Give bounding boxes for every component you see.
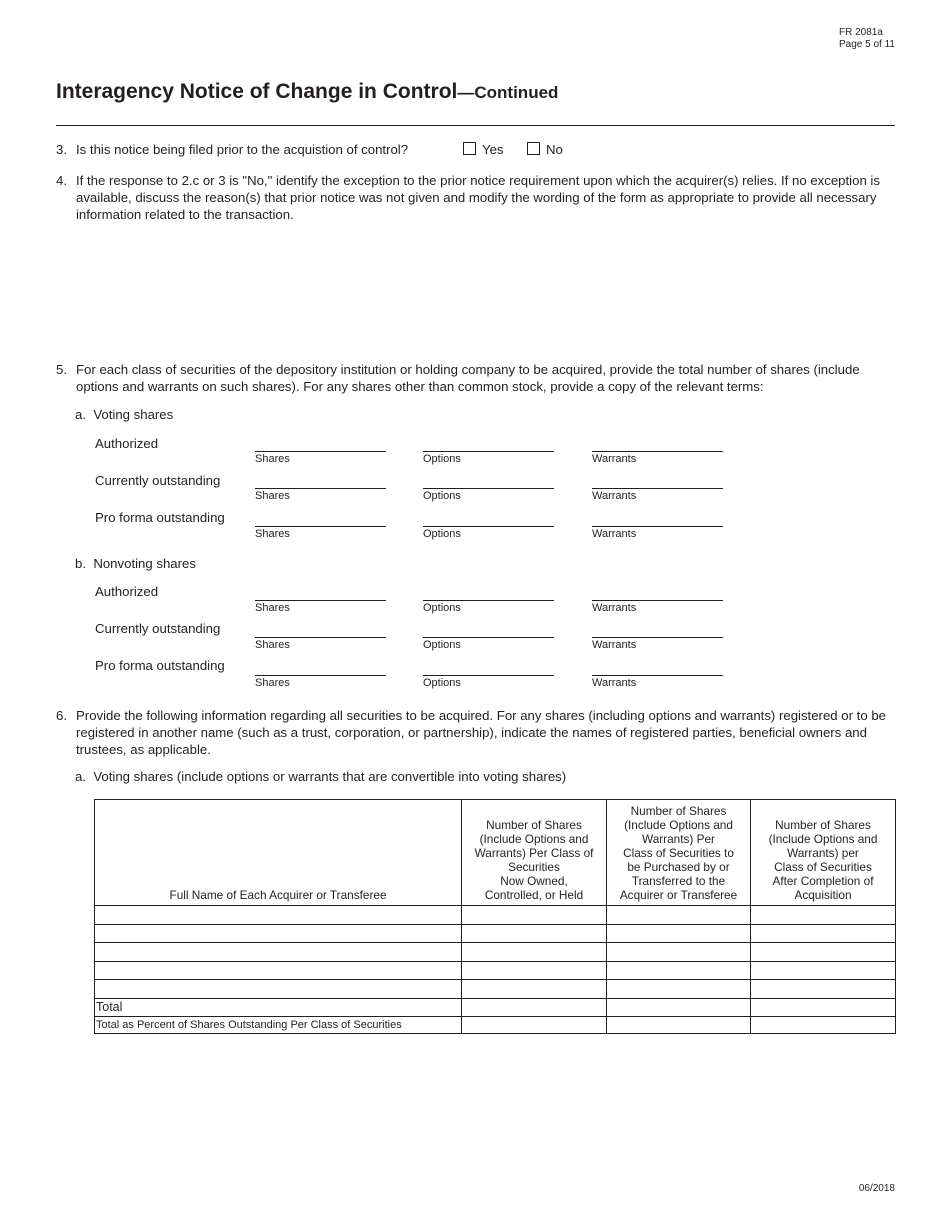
q5a-label: Voting shares: [93, 407, 174, 422]
total-percent-row: [95, 1017, 896, 1034]
table-cell[interactable]: [462, 961, 607, 980]
voting-authorized-warrants-field[interactable]: [592, 451, 723, 452]
table-cell[interactable]: [607, 906, 751, 925]
options-caption: Options: [423, 528, 461, 540]
table-cell[interactable]: [751, 961, 896, 980]
q5b-label: Nonvoting shares: [93, 556, 196, 571]
q6a-letter: a.: [75, 769, 86, 784]
nonvoting-outstanding-options-field[interactable]: [423, 637, 554, 638]
question-number: 4.: [56, 173, 67, 188]
nonvoting-proforma-options-field[interactable]: [423, 675, 554, 676]
total-row: [95, 998, 896, 1017]
question-number: 3.: [56, 142, 67, 157]
voting-proforma-shares-field[interactable]: [255, 526, 386, 527]
q6a-label: Voting shares (include options or warrants that are convertible into voting shares): [93, 769, 567, 784]
options-caption: Options: [423, 490, 461, 502]
nonvoting-outstanding-label: Currently outstanding: [95, 621, 221, 636]
table-cell[interactable]: [95, 943, 462, 962]
q4-answer-area[interactable]: [76, 228, 891, 348]
options-caption: Options: [423, 639, 461, 651]
q5b-heading: [75, 556, 196, 571]
question-text: For each class of securities of the depository institution or holding company to be acquired, provide the total number of shares (include options and warrants on such shares). For any shares other than common stock, provide a copy of the relevant terms:: [76, 362, 860, 394]
table-cell[interactable]: [607, 1017, 751, 1034]
shares-caption: Shares: [255, 677, 290, 689]
table-cell[interactable]: [462, 943, 607, 962]
question-text: Provide the following information regarding all securities to be acquired. For any shares (including options and warrants) registered or to be registered in another name (such as a trust, corporation, or partnership), indicate the names of registered parties, beneficial owners and trustees, as applicable.: [76, 708, 886, 757]
table-cell[interactable]: [462, 998, 607, 1017]
table-cell[interactable]: [95, 961, 462, 980]
voting-outstanding-warrants-field[interactable]: [592, 488, 723, 489]
col-header-now-owned: Number of Shares (Include Options and Warrants) Per Class of Securities Now Owned, Controlled, or Held: [462, 800, 607, 906]
form-number: FR 2081a: [839, 27, 883, 38]
question-text: If the response to 2.c or 3 is "No," identify the exception to the prior notice requirement upon which the acquirer(s) relies. If no exception is available, discuss the reason(s) that prior notice was not given and modify the wording of the form as appropriate to provide all necessary information related to the transaction.: [76, 173, 880, 222]
voting-outstanding-label: Currently outstanding: [95, 473, 221, 488]
voting-authorized-shares-field[interactable]: [255, 451, 386, 452]
table-cell[interactable]: [607, 943, 751, 962]
table-header-row: [95, 800, 896, 906]
warrants-caption: Warrants: [592, 528, 637, 540]
revision-date: 06/2018: [858, 1183, 895, 1194]
form-identifier: [839, 27, 895, 51]
title-suffix: —Continued: [457, 83, 559, 102]
warrants-caption: Warrants: [592, 602, 637, 614]
yes-label: Yes: [482, 142, 504, 157]
q5b-letter: b.: [75, 556, 86, 571]
q6a-heading: [75, 769, 566, 784]
shares-caption: Shares: [255, 453, 290, 465]
warrants-caption: Warrants: [592, 453, 637, 465]
question-3: [0, 141, 950, 159]
voting-authorized-options-field[interactable]: [423, 451, 554, 452]
col-header-to-be-purchased: Number of Shares (Include Options and Warrants) Per Class of Securities to be Purchased by or Transferred to the Acquirer or Transferee: [607, 800, 751, 906]
question-number: 5.: [56, 362, 67, 377]
shares-caption: Shares: [255, 639, 290, 651]
q5a-letter: a.: [75, 407, 86, 422]
table-row: [95, 943, 896, 962]
table-cell[interactable]: [751, 1017, 896, 1034]
table-cell[interactable]: [751, 943, 896, 962]
table-cell[interactable]: [607, 961, 751, 980]
table-cell[interactable]: [751, 924, 896, 943]
options-caption: Options: [423, 453, 461, 465]
table-cell[interactable]: [95, 924, 462, 943]
nonvoting-authorized-label: Authorized: [95, 584, 159, 599]
shares-caption: Shares: [255, 528, 290, 540]
table-cell[interactable]: [95, 980, 462, 999]
table-cell[interactable]: [95, 906, 462, 925]
nonvoting-proforma-shares-field[interactable]: [255, 675, 386, 676]
page-title: [56, 80, 558, 104]
table-cell[interactable]: [751, 906, 896, 925]
nonvoting-outstanding-warrants-field[interactable]: [592, 637, 723, 638]
warrants-caption: Warrants: [592, 677, 637, 689]
voting-outstanding-shares-field[interactable]: [255, 488, 386, 489]
table-row: [95, 961, 896, 980]
voting-proforma-warrants-field[interactable]: [592, 526, 723, 527]
nonvoting-authorized-shares-field[interactable]: [255, 600, 386, 601]
shares-caption: Shares: [255, 602, 290, 614]
voting-outstanding-options-field[interactable]: [423, 488, 554, 489]
table-cell[interactable]: [607, 980, 751, 999]
table-cell[interactable]: [607, 998, 751, 1017]
table-row: [95, 924, 896, 943]
voting-authorized-label: Authorized: [95, 436, 159, 451]
nonvoting-proforma-warrants-field[interactable]: [592, 675, 723, 676]
shares-caption: Shares: [255, 490, 290, 502]
table-row: [95, 980, 896, 999]
total-percent-label: Total as Percent of Shares Outstanding Per Class of Securities: [95, 1017, 462, 1034]
no-option[interactable]: [527, 141, 563, 158]
table-cell[interactable]: [462, 906, 607, 925]
table-cell[interactable]: [751, 998, 896, 1017]
total-label: Total: [95, 998, 462, 1017]
warrants-caption: Warrants: [592, 639, 637, 651]
nonvoting-authorized-warrants-field[interactable]: [592, 600, 723, 601]
col-header-after-completion: Number of Shares (Include Options and Warrants) per Class of Securities After Completion of Acquisition: [751, 800, 896, 906]
page-number: Page 5 of 11: [839, 39, 895, 50]
yes-checkbox[interactable]: [463, 142, 476, 155]
warrants-caption: Warrants: [592, 490, 637, 502]
voting-proforma-label: Pro forma outstanding: [95, 510, 225, 525]
q5a-heading: [75, 407, 173, 422]
table-row: [95, 906, 896, 925]
options-caption: Options: [423, 602, 461, 614]
voting-proforma-options-field[interactable]: [423, 526, 554, 527]
table-cell[interactable]: [462, 924, 607, 943]
title-main: Interagency Notice of Change in Control: [56, 80, 458, 103]
nonvoting-authorized-options-field[interactable]: [423, 600, 554, 601]
table-cell[interactable]: [462, 980, 607, 999]
table-cell[interactable]: [751, 980, 896, 999]
question-text: Is this notice being filed prior to the acquistion of control?: [76, 142, 409, 157]
nonvoting-proforma-label: Pro forma outstanding: [95, 658, 225, 673]
voting-shares-table: [94, 799, 896, 1034]
nonvoting-outstanding-shares-field[interactable]: [255, 637, 386, 638]
options-caption: Options: [423, 677, 461, 689]
no-checkbox[interactable]: [527, 142, 540, 155]
table-cell[interactable]: [462, 1017, 607, 1034]
col-header-name: Full Name of Each Acquirer or Transferee: [95, 800, 462, 906]
no-label: No: [546, 142, 563, 157]
yes-option[interactable]: [463, 141, 504, 158]
question-number: 6.: [56, 708, 67, 723]
title-divider: [56, 125, 895, 126]
table-cell[interactable]: [607, 924, 751, 943]
